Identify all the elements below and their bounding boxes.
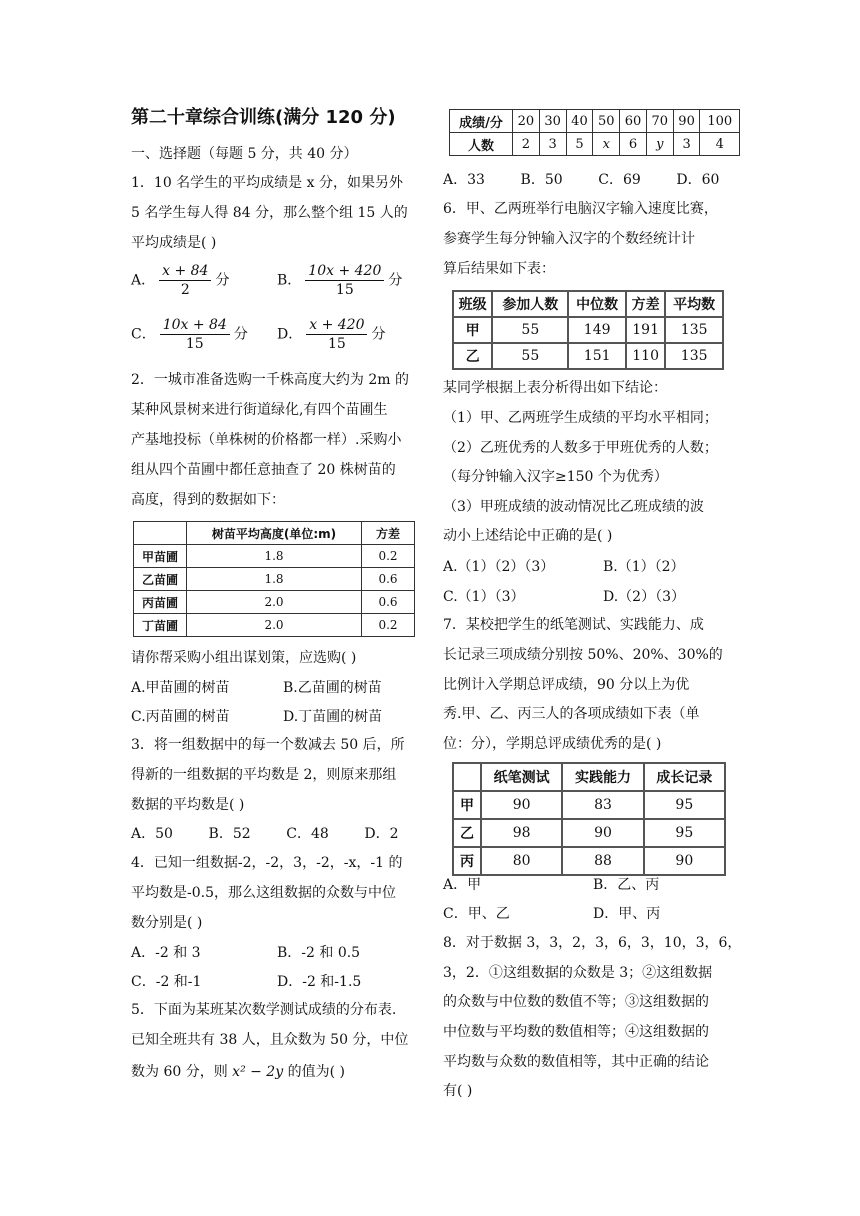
q6-line: （1）甲、乙两班学生成绩的平均水平相同； [443,410,718,426]
page-title: 第二十章综合训练(满分 120 分) [131,107,396,128]
table-row: 班级 参加人数 中位数 方差 平均数 [453,291,723,317]
q4-option-b: B．-2 和 0.5 [277,945,361,961]
q1-line: 平均成绩是( ) [131,235,217,251]
q6-line: （每分钟输入汉字≥150 个为优秀） [443,469,668,485]
q8-line: 有( ) [443,1083,473,1099]
q3-line: 3．将一组数据中的每一个数减去 50 后，所 [131,737,405,753]
q2-line: 某种风景树来进行街道绿化,有四个苗圃生 [131,402,388,418]
table-row: 纸笔测试 实践能力 成长记录 [453,763,725,791]
q5-line: 已知全班共有 38 人，且众数为 50 分，中位 [131,1032,409,1048]
q4-option-c: C．-2 和-1 [131,974,202,990]
q4-line: 4．已知一组数据-2，-2，3，-2，-x，-1 的 [131,855,403,871]
q1-option-d: D． $\frac{x + 420}{15}$ 分 [277,317,386,352]
q2-option-c: C.丙苗圃的树苗 [131,709,230,725]
table-row: 人数 2 3 5 x 6 y 3 4 [450,133,740,156]
q2-option-b: B.乙苗圃的树苗 [283,680,382,696]
table-row: 丙 80 88 90 [453,847,725,875]
q8-line: 平均数与众数的数值相等，其中正确的结论 [443,1054,709,1070]
table-row: 乙苗圃 1.8 0.6 [134,568,415,591]
q7-line: 比例计入学期总评成绩，90 分以上为优 [443,677,690,693]
math-expression: x² − 2y [232,1064,284,1080]
q6-line: 某同学根据上表分析得出如下结论： [443,380,667,396]
q1-option-b: B． $\frac{10x + 420}{15}$ 分 [277,263,403,298]
score-distribution-table [449,109,740,156]
q2-prompt: 请你帮采购小组出谋划策，应选购( ) [131,650,357,666]
q4-option-d: D．-2 和-1.5 [277,974,362,990]
table-header-cell: 方差 [362,522,415,545]
q6-line: （3）甲班成绩的波动情况比乙班成绩的波 [443,499,704,515]
q1-line: 5 名学生每人得 84 分，那么整个组 15 人的 [131,205,408,221]
section-heading: 一、选择题（每题 5 分，共 40 分） [131,146,358,162]
table-header-cell [134,522,187,545]
q8-line: 中位数与平均数的数值相等；④这组数据的 [443,1024,709,1040]
table-row: 乙 98 90 95 [453,819,725,847]
q5-line: 数为 60 分，则 x² − 2y 的值为( ) [131,1064,345,1080]
q3-options: A．50 B．52 C．48 D．2 [131,826,399,842]
table-row: 乙 55 151 110 135 [453,343,723,369]
q6-line: 动小上述结论中正确的是( ) [443,528,613,544]
q2-option-a: A.甲苗圃的树苗 [131,680,230,696]
fraction: $\frac{x + 84}{2}$ [159,262,211,299]
table-header-cell: 树苗平均高度(单位:m) [187,522,362,545]
q7-line: 7．某校把学生的纸笔测试、实践能力、成 [443,617,704,633]
q7-option-b: B．乙、丙 [593,877,660,893]
q7-line: 长记录三项成绩分别按 50%、20%、30%的 [443,647,723,663]
q1-option-a: A． $\frac{x + 84}{2}$ 分 [131,263,230,298]
q8-line: 3，2．①这组数据的众数是 3；②这组数据 [443,965,713,981]
student-scores-table [452,762,726,876]
table-row: 丁苗圃 2.0 0.2 [134,614,415,637]
q6-line: （2）乙班优秀的人数多于甲班优秀的人数； [443,440,718,456]
q4-line: 平均数是-0.5，那么这组数据的众数与中位 [131,885,396,901]
q2-line: 产基地投标（单株树的价格都一样）.采购小 [131,432,402,448]
fraction: $\frac{10x + 84}{15}$ [160,316,230,353]
typing-contest-table [452,290,724,370]
table-row: 丙苗圃 2.0 0.6 [134,591,415,614]
q7-line: 秀.甲、乙、丙三人的各项成绩如下表（单 [443,706,700,722]
q2-line: 组从四个苗圃中都任意抽查了 20 株树苗的 [131,462,396,478]
fraction: $\frac{x + 420}{15}$ [306,316,367,353]
q8-line: 的众数与中位数的数值不等；③这组数据的 [443,994,709,1010]
q6-option-a: A.（1）（2）（3） [443,559,555,575]
q2-option-d: D.丁苗圃的树苗 [283,709,383,725]
q6-option-c: C.（1）（3） [443,589,525,605]
q7-line: 位：分），学期总评成绩优秀的是( ) [443,736,662,752]
q7-option-c: C．甲、乙 [443,906,510,922]
table-row: 甲苗圃 1.8 0.2 [134,545,415,568]
fraction: $\frac{10x + 420}{15}$ [305,262,384,299]
q7-option-a: A．甲 [443,877,482,893]
q2-line: 2．一城市准备选购一千株高度大约为 2m 的 [131,372,409,388]
q6-option-b: B.（1）（2） [603,559,685,575]
q2-line: 高度，得到的数据如下： [131,492,285,508]
q3-line: 得新的一组数据的平均数是 2，则原来那组 [131,767,397,783]
tree-nursery-table [133,521,415,637]
q5-line: 5．下面为某班某次数学测试成绩的分布表. [131,1002,397,1018]
q6-line: 算后结果如下表： [443,261,555,277]
table-row: 成绩/分 20 30 40 50 60 70 90 100 [450,110,740,133]
table-row: 甲 55 149 191 135 [453,317,723,343]
q1-option-c: C． $\frac{10x + 84}{15}$ 分 [131,317,248,352]
q3-line: 数据的平均数是( ) [131,797,245,813]
q6-line: 6．甲、乙两班举行电脑汉字输入速度比赛， [443,201,718,217]
q4-line: 数分别是( ) [131,915,203,931]
q7-option-d: D．甲、丙 [593,906,661,922]
q6-line: 参赛学生每分钟输入汉字的个数经统计计 [443,231,695,247]
q5-options: A．33 B．50 C．69 D．60 [443,172,720,188]
q8-line: 8．对于数据 3，3，2，3，6，3，10，3，6， [443,935,742,951]
q4-option-a: A．-2 和 3 [131,945,201,961]
q1-line: 1．10 名学生的平均成绩是 x 分，如果另外 [131,175,403,191]
table-row: 甲 90 83 95 [453,791,725,819]
q6-option-d: D.（2）（3） [603,589,685,605]
